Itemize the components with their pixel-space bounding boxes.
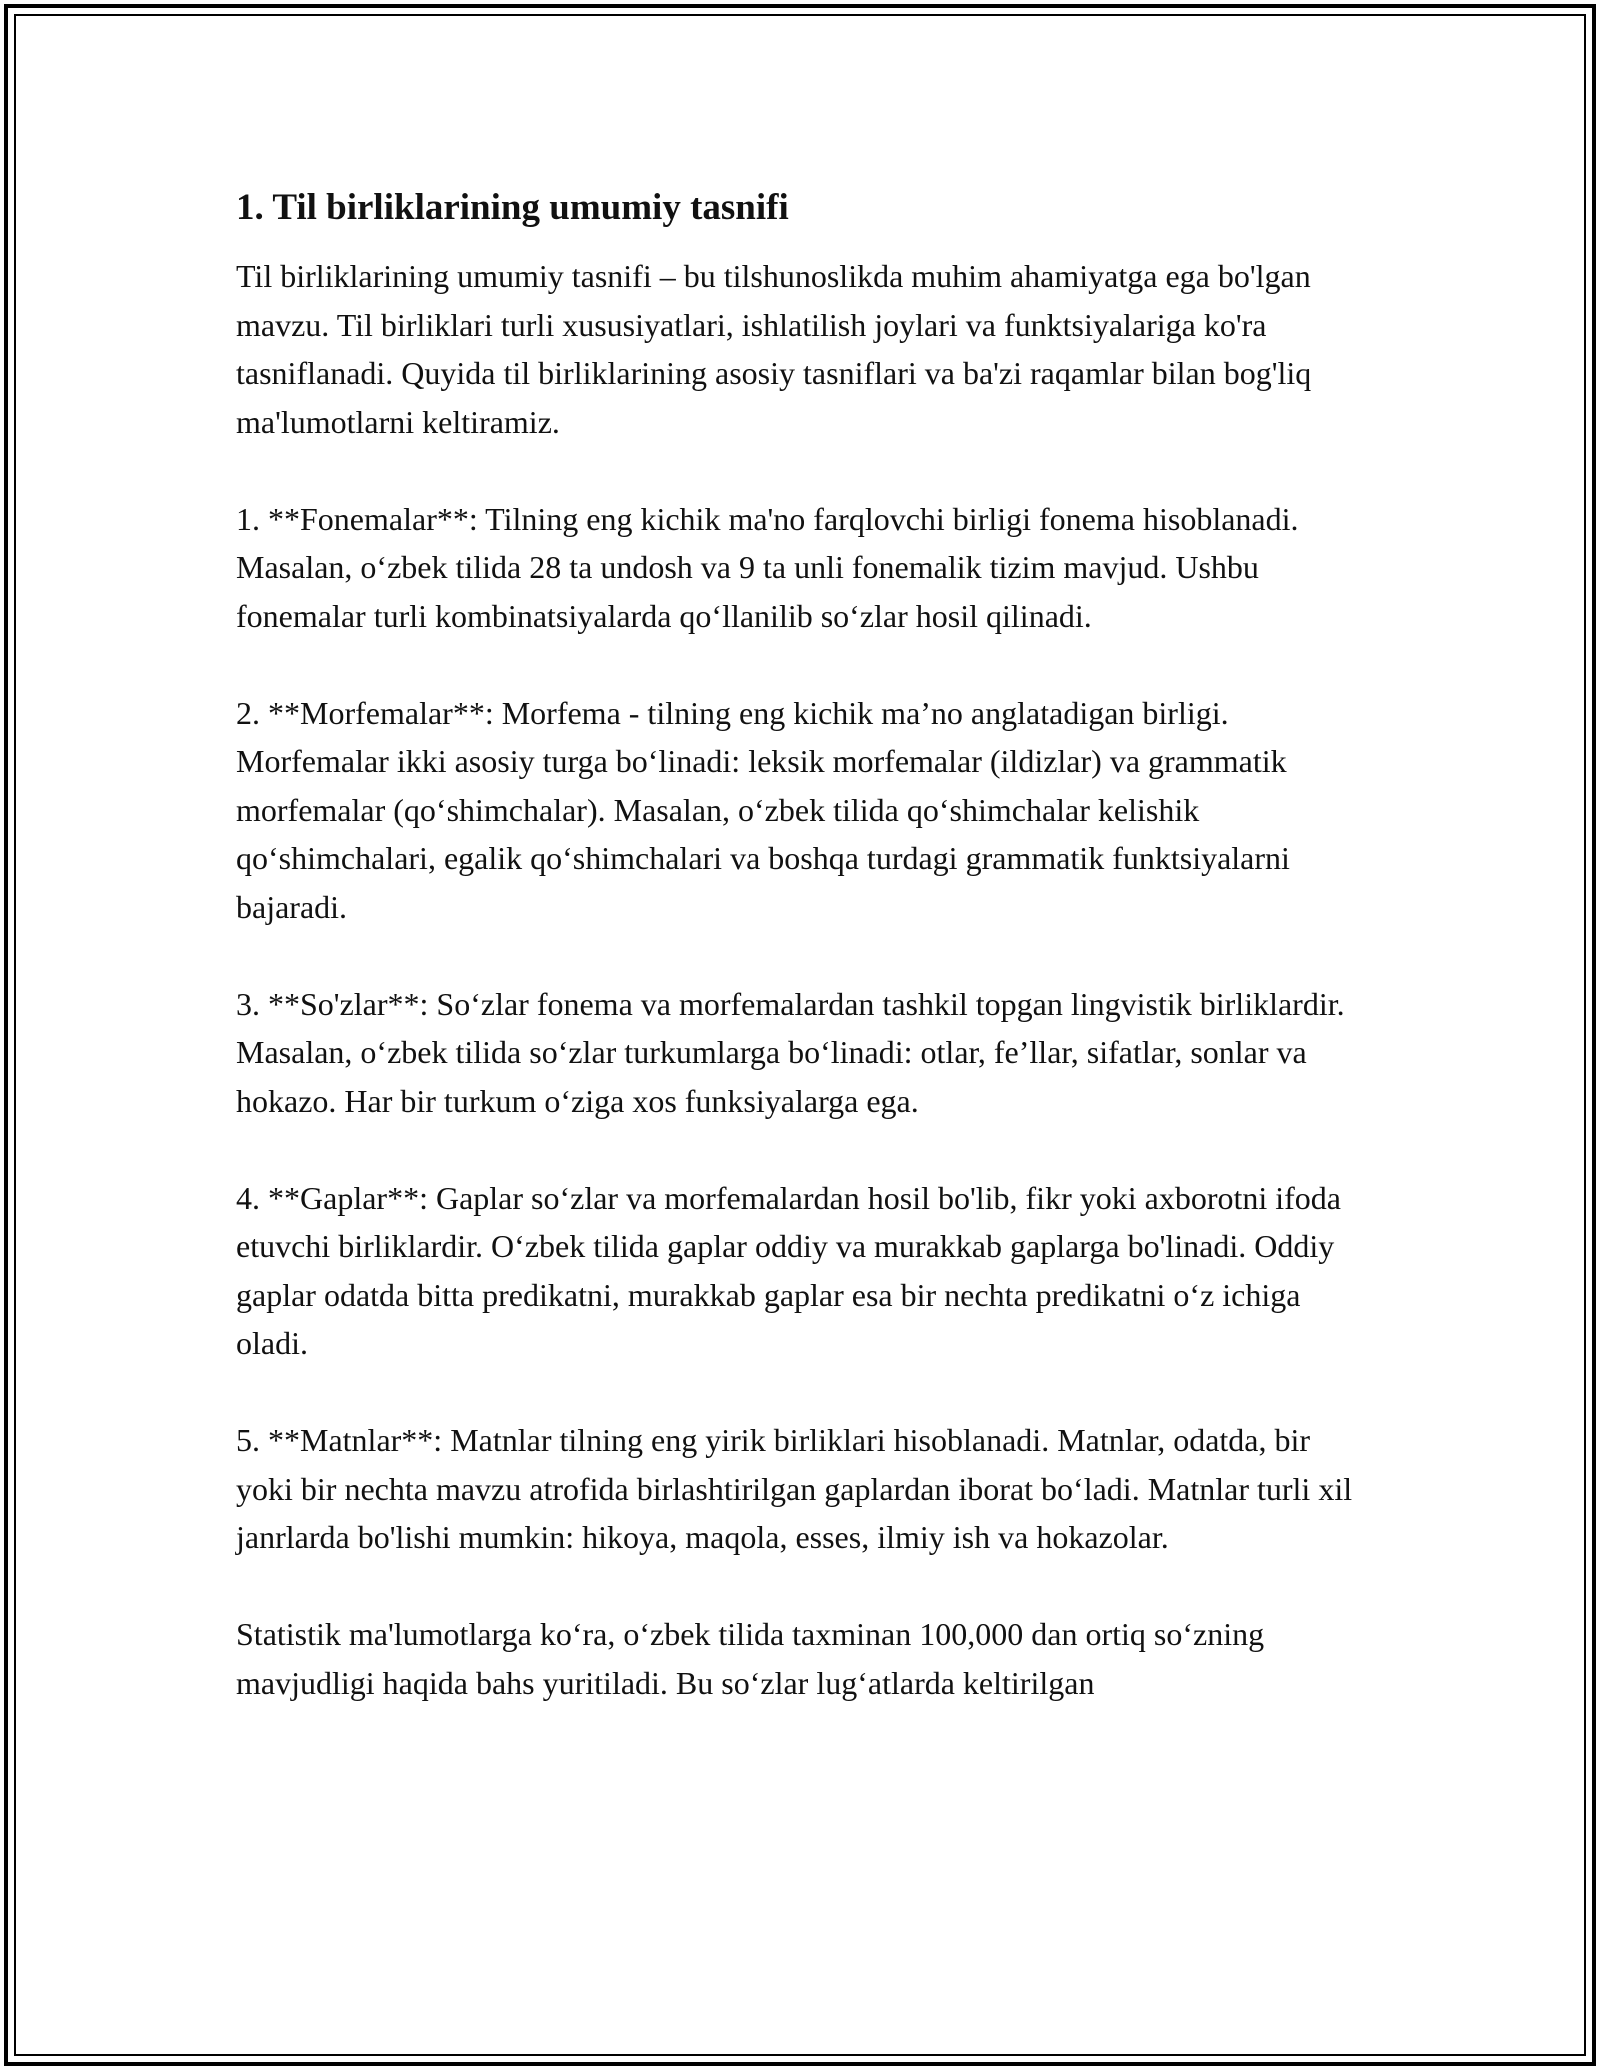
section-heading: 1. Til birliklarining umumiy tasnifi: [236, 187, 789, 228]
matnlar-paragraph: 5. **Matnlar**: Matnlar tilning eng yirik birliklari hisoblanadi. Matnlar, odatda, bir yoki bir nechta mavzu atrofida birlashtirilgan gaplardan iborat bo‘ladi. Matnlar turli xil janrlarda bo'lishi mumkin: hikoya, maqola, esses, ilmiy ish va hokazolar.: [236, 1422, 1353, 1555]
statistics-paragraph: Statistik ma'lumotlarga ko‘ra, o‘zbek tilida taxminan 100,000 dan ortiq so‘zning mavjudligi haqida bahs yuritiladi. Bu so‘zlar lug‘atlarda keltirilgan: [236, 1616, 1265, 1701]
fonemalar-paragraph: 1. **Fonemalar**: Tilning eng kichik ma'no farqlovchi birligi fonema hisoblanadi. Masalan, o‘zbek tilida 28 ta undosh va 9 ta unli fonemalik tizim mavjud. Ushbu fonemalar turli kombinatsiyalarda qo‘llanilib so‘zlar hosil qilinadi.: [236, 500, 1299, 634]
gaplar-paragraph: 4. **Gaplar**: Gaplar so‘zlar va morfemalardan hosil bo'lib, fikr yoki axborotni ifoda etuvchi birliklardir. O‘zbek tilida gaplar oddiy va murakkab gaplarga bo'linadi. Oddiy gaplar odatda bitta predikatni, murakkab gaplar esa bir nechta predikatni o‘z ichiga oladi.: [236, 1179, 1341, 1361]
document-body: [236, 184, 1366, 1756]
sozlar-paragraph: 3. **So'zlar**: So‘zlar fonema va morfemalardan tashkil topgan lingvistik birliklardir. Masalan, o‘zbek tilida so‘zlar turkumlarga bo‘linadi: otlar, fe’llar, sifatlar, sonlar va hokazo. Har bir turkum o‘ziga xos funksiyalarga ega.: [236, 985, 1345, 1119]
intro-paragraph: Til birliklarining umumiy tasnifi – bu tilshunoslikda muhim ahamiyatga ega bo'lgan mavzu. Til birliklari turli xususiyatlari, ishlatilish joylari va funktsiyalariga ko'ra tasniflanadi. Quyida til birliklarining asosiy tasniflari va ba'zi raqamlar bilan bog'liq ma'lumotlarni keltiramiz.: [236, 258, 1312, 440]
morfemalar-paragraph: 2. **Morfemalar**: Morfema - tilning eng kichik ma’no anglatadigan birligi. Morfemalar ikki asosiy turga bo‘linadi: leksik morfemalar (ildizlar) va grammatik morfemalar (qo‘shimchalar). Masalan, o‘zbek tilida qo‘shimchalar kelishik qo‘shimchalari, egalik qo‘shimchalari va boshqa turdagi grammatik funktsiyalarni bajaradi.: [236, 694, 1290, 925]
